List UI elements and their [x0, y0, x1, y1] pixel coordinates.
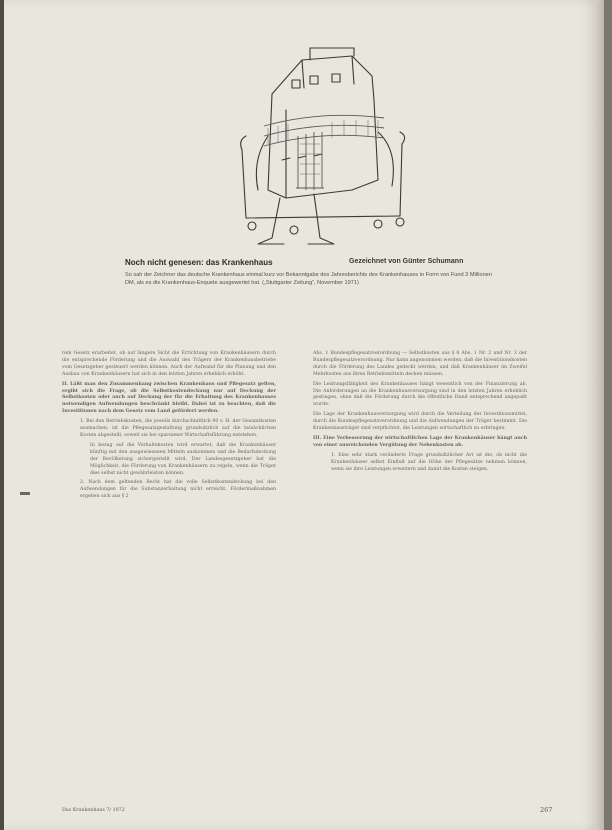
caption-title: Noch nicht genesen: das Krankenhaus	[125, 258, 273, 267]
paragraph: Die Leistungsfähigkeit des Krankenhauses hängt wesentlich von der Finanzierung ab. Die Anforderungen an die Krankenhausversorgung sind in den letzten Jahren erheblich gestiegen, ohne daß die Förderung durch die öffentliche Hand entsprechend angepaßt wurde.	[313, 381, 527, 408]
page-edge	[594, 0, 604, 830]
margin-mark	[20, 492, 30, 495]
page-number: 267	[540, 806, 553, 814]
paragraph: 2. Nach dem geltenden Recht hat die volle Selbstkostendeckung bei den Aufwendungen für die Substanzerhaltung nicht erreicht. Fördermaßnahmen ergeben sich aus § 2	[80, 480, 276, 500]
hospital-cartoon	[202, 40, 442, 252]
paragraph: Die Lage der Krankenhausversorgung wird durch die Verteilung der Investitionsmittel, durch die Bundespflegesatzverordnung und die Aufwendungen der Träger bestimmt. Die Krankenhausträger sind verpflichtet, die Leistungen wirtschaftlich zu erbringen.	[313, 412, 527, 432]
paragraph: Abs. 1 Bundespflegesatzverordnung — Selbstkosten aus § 8 Abs. 1 Nr. 2 und Nr. 3 der Bundespflegesatzverordnung. Nur kann angenommen werden, daß die Investitionskosten durch die Förderung des Landes gedeckt werden, und daß Krankenhäuser im Zweifel Mehrkosten aus ihren Betriebsmitteln decken müssen.	[313, 351, 527, 377]
paragraph: II. Läßt man den Zusammenhang zwischen Krankenhaus und Pflegesatz gelten, ergibt sich die Frage, ob die Selbstkostendeckung nur auf Deckung der Selbstkosten oder auch auf Deckung der für die Erhaltung des Krankenhauses notwendigen Aufwendungen beschränkt bleibt. Dabei ist zu beachten, daß die Investitionen nach dem Gesetz vom Land gefördert werden.	[62, 381, 276, 415]
left-column	[62, 351, 276, 504]
journal-footer: Das Krankenhaus 7/ 1972	[62, 808, 125, 813]
paragraph: rem Gesetz erarbeitet, ob auf längere Sicht die Errichtung von Krankenhäusern durch die entsprechende Förderung und die Auswahl des Trägers der Krankenhausbetriebe vom Gesetzgeber gesteuert werden können. Auch der Aufwand für die Planung und den Ausbau von Krankenhäusern hat sich in den letzten Jahren erheblich erhöht.	[62, 351, 276, 377]
paragraph: III. Eine Verbesserung der wirtschaftlichen Lage der Krankenhäuser hängt auch von einer ausreichenden Vergütung der Nebenkosten ab.	[313, 435, 527, 448]
caption-text: So sah der Zeichner das deutsche Krankenhaus einmal kurz vor Bekanntgabe des Jahresberichts des Krankenhauses in Form von Fund 3 Millionen DM, als es die Krankenhaus-Enquete ausgewertet hat. („Stuttgarter Zeitung“, November 1971)	[125, 272, 492, 286]
paragraph: In bezug auf die Vorhaltekosten wird erwartet, daß die Krankenhäuser künftig mit den ausgewiesenen Mitteln auskommen und die Bedarfsdeckung der Bevölkerung sichergestellt wird. Der Landesgesetzgeber hat die Möglichkeit, die Förderung von Krankenhäusern zu regeln, wenn die Träger dies selbst nicht gewährleisten können.	[90, 442, 276, 476]
paragraph: 1. Eine sehr stark veränderte Frage grundsätzlicher Art ist die, ob nicht die Krankenhäuser selbst Einfluß auf die Höhe der Pflegesätze nehmen können, wenn sie ihre Leistungen erweitern und damit die Kosten steigen.	[331, 452, 527, 472]
caption-credit: Gezeichnet von Günter Schumann	[349, 258, 464, 265]
right-column	[313, 351, 527, 477]
paragraph: 1. Bei den Betriebskosten, die jeweils durchschnittlich 90 v. H. der Gesamtkosten ausmachen, ist die Pflegesatzgestaltung grundsätzlich auf die tatsächlichen Kosten abgestellt, soweit sie bei sparsamer Wirtschaftsführung entstehen.	[80, 419, 276, 438]
